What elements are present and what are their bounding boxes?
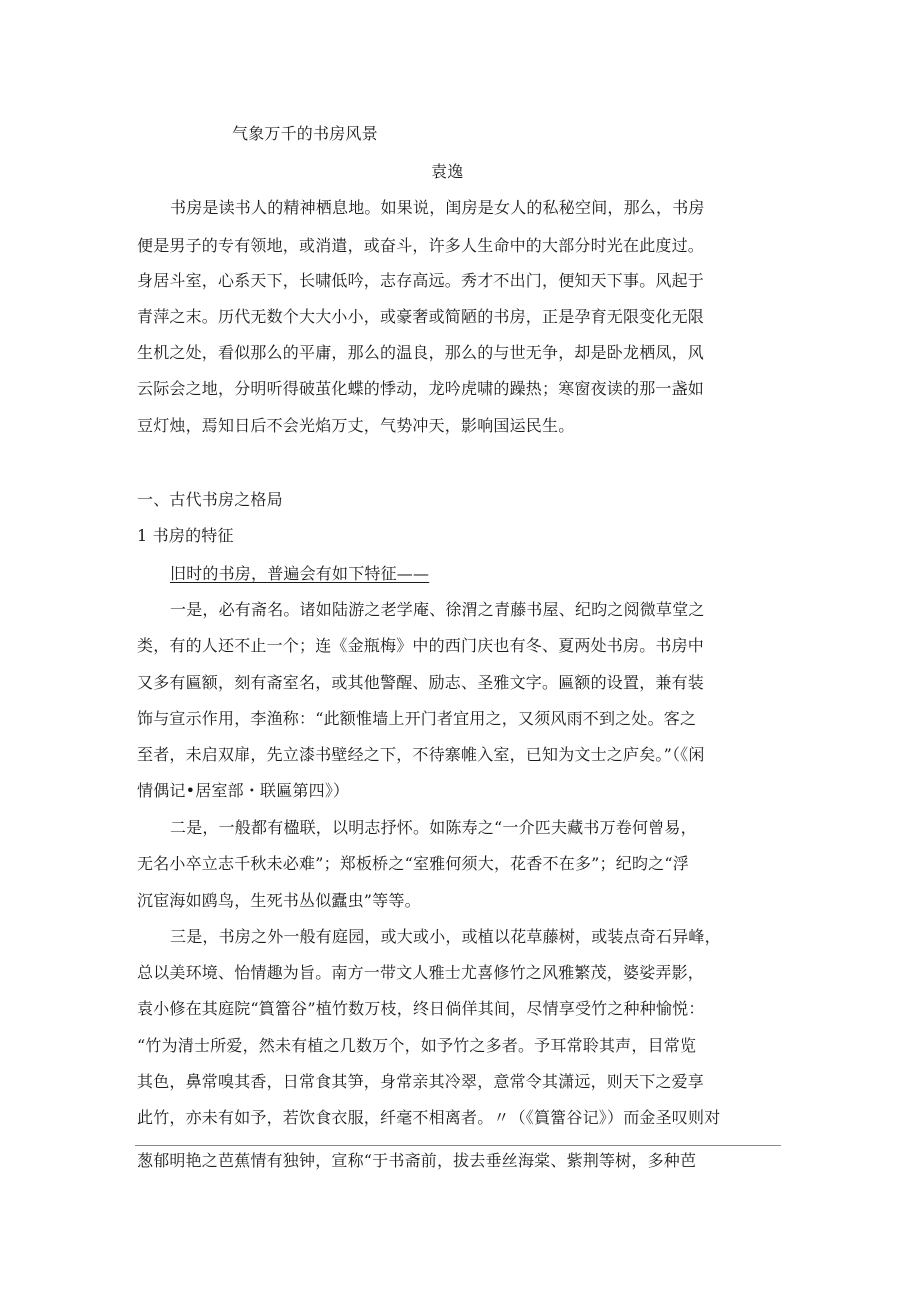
paragraph-line: 沉宦海如鸥鸟，生死书丛似蠹虫”等等。 [137,891,421,910]
paragraph-line: 饰与宣示作用，李渔称：“此额惟墙上开门者宜用之，又须风雨不到之处。客之 [137,709,697,728]
section-heading: 一、古代书房之格局 [137,490,283,509]
intro-line: 书房是读书人的精神栖息地。如果说，闺房是女人的私秘空间，那么，书房 [170,198,705,217]
intro-line: 便是男子的专有领地，或消遣，或奋斗，许多人生命中的大部分时光在此度过。 [137,236,705,255]
intro-line: 身居斗室，心系天下，长啸低吟，志存高远。秀才不出门，便知天下事。风起于 [137,271,705,290]
paragraph-line: 此竹，亦未有如予，若饮食衣服，纤毫不相离者。〃（《篔簹谷记》）而金圣叹则对 [137,1108,721,1127]
intro-line: 云际会之地，分明听得破茧化蝶的悸动，龙吟虎啸的躁热；寒窗夜读的那一盏如 [137,379,705,398]
paragraph-line: 袁小修在其庭院“篔簹谷”植竹数万枝，终日倘佯其间，尽情享受竹之种种愉悦： [137,999,705,1018]
paragraph-line: 其色，鼻常嗅其香，日常食其笋，身常亲其冷翠，意常令其潇远，则天下之爱享 [137,1072,705,1091]
subsection-heading: 1 书房的特征 [137,526,234,545]
paragraph-line: 类，有的人还不止一个；连《金瓶梅》中的西门庆也有冬、夏两处书房。书房中 [137,636,705,655]
paragraph-line: “竹为清士所爱，然未有植之几数万个，如予竹之多者。予耳常聆其声，目常览 [137,1036,697,1055]
intro-line: 豆灯烛，焉知日后不会光焰万丈，气势冲天，影响国运民生。 [137,416,575,435]
intro-line: 青萍之末。历代无数个大大小小，或豪奢或简陋的书房，正是孕育无限变化无限 [137,307,705,326]
paragraph-line: 一是，必有斋名。诸如陆游之老学庵、徐渭之青藤书屋、纪昀之阅微草堂之 [170,600,705,619]
page-divider-rule [135,1145,781,1146]
lead-sentence: 旧时的书房，普遍会有如下特征—— [170,564,430,583]
document-title: 气象万千的书房风景 [232,124,378,143]
paragraph-line: 又多有匾额，刻有斋室名，或其他警醒、励志、圣雅文字。匾额的设置，兼有装 [137,673,705,692]
paragraph-line: 无名小卒立志千秋未必难”；郑板桥之“室雅何须大，花香不在多”；纪昀之“浮 [137,854,689,873]
intro-line: 生机之处，看似那么的平庸，那么的温良，那么的与世无争，却是卧龙栖凤，风 [137,343,705,362]
document-author: 袁逸 [431,162,464,181]
paragraph-line: 情偶记•居室部・联匾第四》） [137,781,350,800]
paragraph-line: 至者，未启双扉，先立漆书壁经之下，不待寨帷入室，已知为文士之庐矣。”（《闲 [137,745,705,764]
paragraph-line: 二是，一般都有楹联，以明志抒怀。如陈寿之“一介匹夫藏书万卷何曾易， [170,818,697,837]
paragraph-line: 葱郁明艳之芭蕉情有独钟，宣称“于书斋前，拔去垂丝海棠、紫荆等树，多种芭 [137,1151,697,1170]
paragraph-line: 总以美环境、怡情趣为旨。南方一带文人雅士尤喜修竹之风雅繁茂，婆娑弄影， [137,963,705,982]
paragraph-line: 三是，书房之外一般有庭园，或大或小，或植以花草藤树，或装点奇石异峰， [170,927,721,946]
